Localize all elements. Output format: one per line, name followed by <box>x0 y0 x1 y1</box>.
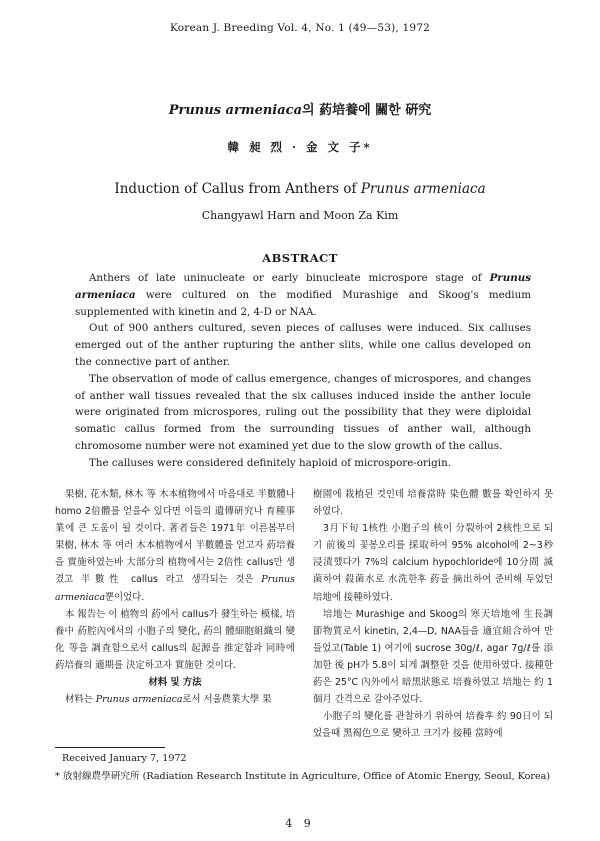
left-p3-species: Prunus armeniaca <box>95 694 183 706</box>
right-paragraph-3: 培地는 Murashige and Skoog의 寒天培地에 生長調節物質로서 kinetin, 2,4—D, NAA들을 適宜組合하여 만들었고(Table 1) 여기에 sucrose 30g/ℓ, agar 7g/ℓ를 添加한 後 pH가 5.8이 되게 調整한 것을 使用하였다. 接種한 葯은 25°C 內外에서 暗黑狀態로 培養하였고 培地는 約 1個月 간격으로 갈아주었다. <box>313 608 553 706</box>
english-title-prefix: Induction of Callus from Anthers of <box>114 181 361 197</box>
abstract-paragraph-2: Out of 900 anthers cultured, seven pieces of calluses were induced. Six calluses emerged out of the anther rupturing the anther slits, while one callus developed on the connective part of anther. <box>75 322 531 368</box>
english-authors: Changyawl Harn and Moon Za Kim <box>201 209 399 222</box>
right-paragraph-2: 3月下旬 1核性 小胞子의 核이 分裂하여 2核性으로 되기 前後의 꽃봉오리를 採取하여 95% alcohol에 2~3秒 浸漬했다가 7%의 calcium hypochloride에 10分間 滅菌하여 殺菌水로 水洗한후 葯을 摘出하여 준비해 두었던 培地에 接種하였다. <box>313 523 553 603</box>
received-date: Received January 7, 1972 <box>62 753 187 764</box>
abstract-paragraph-4: The calluses were considered definitely haploid of microspore-origin. <box>89 456 451 469</box>
left-p1-end: 뿐이었다. <box>104 591 145 603</box>
left-p3-start: 材料는 <box>65 694 96 706</box>
abstract-p1-start: Anthers of late uninucleate or early binucleate microspore stage of <box>89 272 490 284</box>
left-paragraph-1 <box>55 486 295 606</box>
english-title <box>0 181 600 197</box>
abstract-p1-end: were cultured on the modified Murashige and Skoog's medium supplemented with kinetin and 2, 4-D or NAA. <box>75 288 531 318</box>
korean-authors: 韓 昶 烈 · 金 文 子* <box>227 140 373 154</box>
left-p1-species: Prunus armeniaca <box>55 574 295 603</box>
running-header: Korean J. Breeding Vol. 4, No. 1 (49—53), 1972 <box>170 22 430 34</box>
korean-title-rest: 의 葯培養에 關한 硏究 <box>302 103 432 118</box>
abstract-heading: ABSTRACT <box>262 251 338 265</box>
author-affiliation: * 放射線農學硏究所 (Radiation Research Institute in Agriculture, Office of Atomic Energy, Seoul, Korea) <box>55 771 551 782</box>
right-paragraph-1: 樹園에 栽植된 것인데 培養當時 染色體 數를 확인하지 못하였다. <box>313 489 553 518</box>
korean-title-species: Prunus armeniaca <box>168 103 302 118</box>
korean-title <box>0 99 600 118</box>
page-number: 4 9 <box>285 817 315 830</box>
left-paragraph-2: 本 報告는 이 植物의 葯에서 callus가 發生하는 模樣, 培養中 葯腔內에서의 小胞子의 變化, 葯의 體細胞組織의 變化 等을 調査함으로서 callus의 起源을 推定함과 同時에 葯培養의 適期를 決定하고자 實施한 것이다. <box>55 608 295 671</box>
abstract-p1-species: Prunus armeniaca <box>75 272 531 301</box>
english-title-species: Prunus armeniaca <box>360 181 486 197</box>
footnote-rule <box>55 747 165 748</box>
abstract-paragraph-1 <box>75 270 531 320</box>
right-paragraph-4: 小胞子의 變化를 관찰하기 위하여 培養후 約 90日이 되었을때 黑褐色으로 變하고 크기가 接種 當時에 <box>313 711 553 740</box>
left-p1-text: 果樹, 花木類, 林木 等 木本植物에서 마음대로 半數體나 homo 2倍體를 얻을수 있다면 이들의 遺傳硏究나 育種事業에 큰 도움이 될 것이다. 著者들은 1971年 이른봄부터 果樹, 林木 等 여러 木本植物에서 半數體를 얻고자 葯培養을 實施하였는바 大部分의 植物에서는 2倍性 callus만 생겼고 半數性 callus 라고 생각되는 것은 <box>55 489 295 586</box>
right-column <box>313 486 553 742</box>
abstract-paragraph-3: The observation of mode of callus emergence, changes of microspores, and changes of anther wall tissues revealed that the six calluses induced inside the anther locule were originated from microspores, ruling out the possibility that they were diploidal somatic callus formed from the surrounding tissues of anther wall, although chromosome number were not examined yet due to the slow growth of the callus. <box>75 372 531 452</box>
left-p3-end: 로서 서울農業大學 果 <box>182 694 272 706</box>
section-heading-materials: 材料 및 方法 <box>148 677 202 689</box>
left-column <box>55 486 295 708</box>
left-paragraph-3 <box>55 691 295 708</box>
abstract-body <box>75 270 531 472</box>
